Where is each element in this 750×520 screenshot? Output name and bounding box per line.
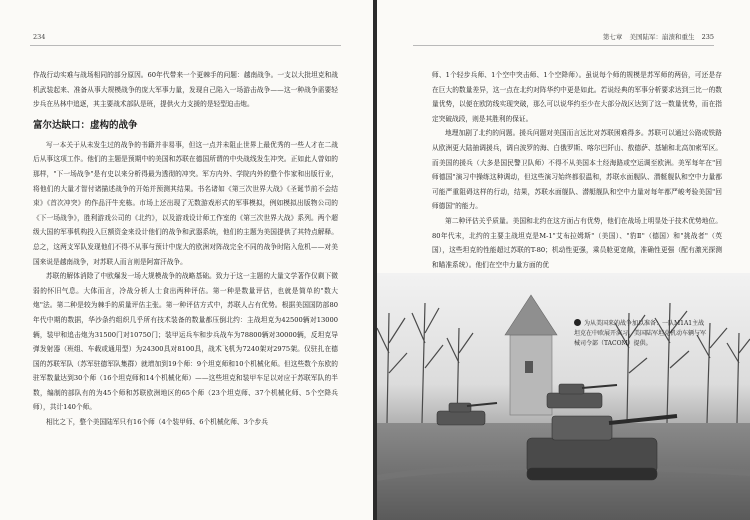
chapter-label: 第七章 [602,33,623,41]
left-page [0,0,373,520]
right-page [377,0,750,520]
photo-caption [574,319,709,349]
body-paragraph: 第二种评估关乎质量。美国和北约在这方面占有优势，他们在战场上明显处于技术优势地位。80年代末，北约的主要主战坦克是M-1"艾布拉姆斯"（美国）、"豹Ⅱ"（德国）和"挑战者"（英国），这些坦克的性能超过苏联的T-80；机动性更强，乘员舱更宽敞，准确性更强（配有激光探测和瞄准系统）。他们在空中力量方面的优 [432,216,722,269]
body-paragraph: 地理加剧了北约的问题。援兵问题对美国而言远比对苏联困难得多。苏联可以通过公路或铁路从欧洲更大陆抽调援兵，调自波罗的海、白俄罗斯、喀尔巴阡山、敖德萨、基辅和北高加索军区。而美国的援兵（大多是国民警卫队师）不得不从美国本土经海路或空运调至欧洲。美军每年在"回师德国"演习中操练这种调动，但这些演习始终都很温和，苏联水面舰队、潜艇舰队和空中力量都可能严重阻碍这样的行动，结果，苏联水面舰队、潜艇舰队和空中力量对每年都严峻考验美国"回师德国"的能力。 [432,129,722,211]
right-page-number: 235 [701,33,714,41]
left-page-number: 234 [33,33,46,41]
running-header [598,32,714,41]
left-page-body [33,68,338,430]
bullet-dot-icon [574,319,581,326]
tank-scene-illustration [377,273,750,520]
body-paragraph: 写一本关于从未发生过的战争的书籍并非易事，但这一点并未阻止世界上最优秀的一些人才在二战后从事这项工作。他们的主题是预期中的美国和苏联在德国所谓的中央战线发生冲突。正如此人曾如的那样，"下一场战争"是有史以来分析得最为透彻的冲突。军方内外、学院内外的整个作家和出版行业，将他们的大量才智付诸描述战争的开始并预测其结果。书名诸如《第三次世界大战》《圣诞节前不会结束》《首次冲突》的作品汗牛充栋。市场上还出现了无数游戏形式的军事模拟，例如模拟出版物公司的《下一场战争》，胜利游戏公司的《北约》，以及游戏设计师工作室的《第三次世界大战》系列。两个超级大国的军事机构投入巨额资金来设计他们的战争和武器系统，他们的主题为美国提供了其特点解释。总之，这两支军队发现他们不得不从事与预计中庞大的欧洲对阵战完全不同的战争时陷入危机——对美国来说是越南战争，对苏联人而言则是阿富汗战争。 [33,140,338,266]
right-page-body [432,68,722,272]
intro-paragraph: 作战行动实难与战场相同的部分原因。60年代带来一个更棘手的问题：越南战争。一支以大批坦克和战机武装起来、准备从事大规模战争的庞大军事力量，发现自己陷入一场游击战争——这一种战争需要轻步兵在丛林中追逐，其主要战术部队是班，提供火力支援的是轻型迫击炮。 [33,71,338,109]
body-paragraph: 苏联的解体消除了中欧爆发一场大规模战争的战略基础。致力于这一主题的大量文学著作仅剩下微弱的怀旧气息。大体而言，冷战分析人士食出两种评估。第一种是数量评估，也就是简单的"数大炮"法。第二种是较为棘手的质量评估主张。第一种评估方式中，苏联人占有优势。根据美国国防部80年代中期的数据，华沙条约组织几乎所有技术装备的数量都压倒北约：主战坦克为42500辆对13000辆，装甲和追击炮为31500门对10750门；装甲运兵车和步兵战车为78800辆对30000辆，反坦克导弹发射器（班组、车载或通用型）为24300具对8100具，战术飞机为7240架对2975架。仅驻扎在德国的苏联军队（苏军驻德军队集群）就增加到19个师：9个坦克师和10个机械化师。但这些数个东欧的驻军数量达到30个师（16个坦克师和14个机械化师）——这些坦克和装甲车足以对应于苏联军队的半数，编制的部队有的为45个师和苏联欧洲地区的65个师（23个坦克师、37个机械化师、5个空降兵师），共计140个师。 [33,272,338,412]
running-title: 美国陆军：崩溃和重生 [629,33,695,41]
tank-photo [377,273,750,520]
body-paragraph: 师、1个轻步兵师、1个空中突击师、1个空降师）。虽说每个师的规模是苏军师的两倍，可还是存在巨大的数量差异，这一点在北约对阵华约中更是如此。若说经典的军事分析要求达到三比一的数量优势，以便在欧防线实现突破，那么可以说华约至少在大部分战区达到了这一数量优势，而在指定突破战段，则是其胜利的保证。 [432,71,722,123]
photo-caption-text: 为从美国来的战争加以准备：一队M1A1主战坦克在中欧展开演习。美国陆军坦克机动车辆与军械司令部（TACOM）提供。 [574,320,707,347]
left-header-rule [30,45,341,46]
right-header-rule [413,45,714,46]
body-paragraph: 相比之下，整个美国陆军只有16个师（4个装甲师、6个机械化师、3个步兵 [46,418,268,427]
section-heading: 富尔达缺口：虚构的战争 [33,119,138,131]
